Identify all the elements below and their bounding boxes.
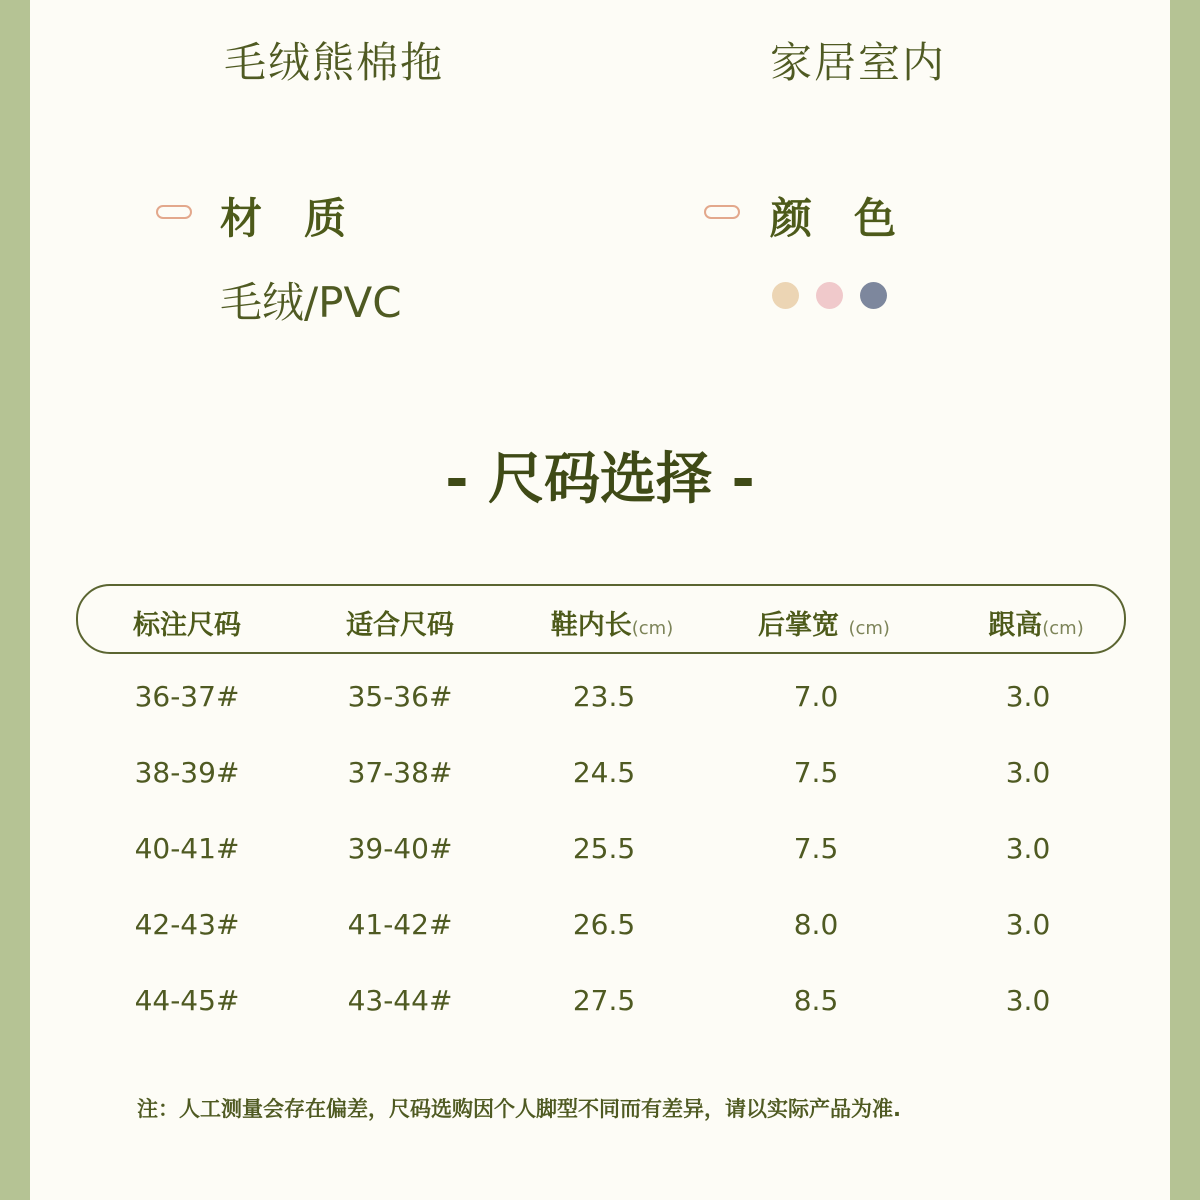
- table-cell: 8.5: [793, 984, 839, 1017]
- table-cell: 23.5: [572, 680, 636, 713]
- table-cell: 42-43#: [134, 908, 240, 941]
- table-cell: 3.0: [1005, 908, 1051, 941]
- table-cell: 7.0: [793, 680, 839, 713]
- table-cell: 38-39#: [134, 756, 240, 789]
- header-inner-length: 鞋内长(cm): [550, 610, 674, 641]
- header-heel-height: 跟高(cm): [988, 610, 1084, 641]
- color-swatch-pink[interactable]: [816, 282, 843, 309]
- color-swatch-gray-blue[interactable]: [860, 282, 887, 309]
- usage-scene: 家居室内: [770, 38, 947, 87]
- table-cell: 3.0: [1005, 680, 1051, 713]
- table-cell: 44-45#: [134, 984, 240, 1017]
- table-cell: 8.0: [793, 908, 839, 941]
- table-cell: 37-38#: [347, 756, 453, 789]
- table-cell: 3.0: [1005, 984, 1051, 1017]
- table-cell: 24.5: [572, 756, 636, 789]
- table-cell: 7.5: [793, 832, 839, 865]
- table-cell: 39-40#: [347, 832, 453, 865]
- color-label: 颜 色: [770, 194, 897, 243]
- table-cell: 26.5: [572, 908, 636, 941]
- header-marked-size: 标注尺码: [133, 610, 241, 641]
- table-cell: 35-36#: [347, 680, 453, 713]
- table-cell: 27.5: [572, 984, 636, 1017]
- material-value: 毛绒/PVC: [220, 278, 402, 327]
- measurement-note: 注：人工测量会存在偏差，尺码选购因个人脚型不同而有差异，请以实际产品为准.: [137, 1097, 901, 1121]
- table-cell: 41-42#: [347, 908, 453, 941]
- header-heel-width: 后掌宽 (cm): [758, 610, 890, 641]
- product-name: 毛绒熊棉拖: [224, 38, 445, 87]
- material-pill-icon: [156, 205, 192, 219]
- table-cell: 43-44#: [347, 984, 453, 1017]
- color-swatch-beige[interactable]: [772, 282, 799, 309]
- size-section-title: - 尺码选择 -: [445, 447, 755, 512]
- material-label: 材 质: [220, 194, 347, 243]
- table-cell: 40-41#: [134, 832, 240, 865]
- table-cell: 36-37#: [134, 680, 240, 713]
- table-cell: 3.0: [1005, 756, 1051, 789]
- table-cell: 25.5: [572, 832, 636, 865]
- header-fit-size: 适合尺码: [346, 610, 454, 641]
- color-pill-icon: [704, 205, 740, 219]
- table-cell: 7.5: [793, 756, 839, 789]
- table-cell: 3.0: [1005, 832, 1051, 865]
